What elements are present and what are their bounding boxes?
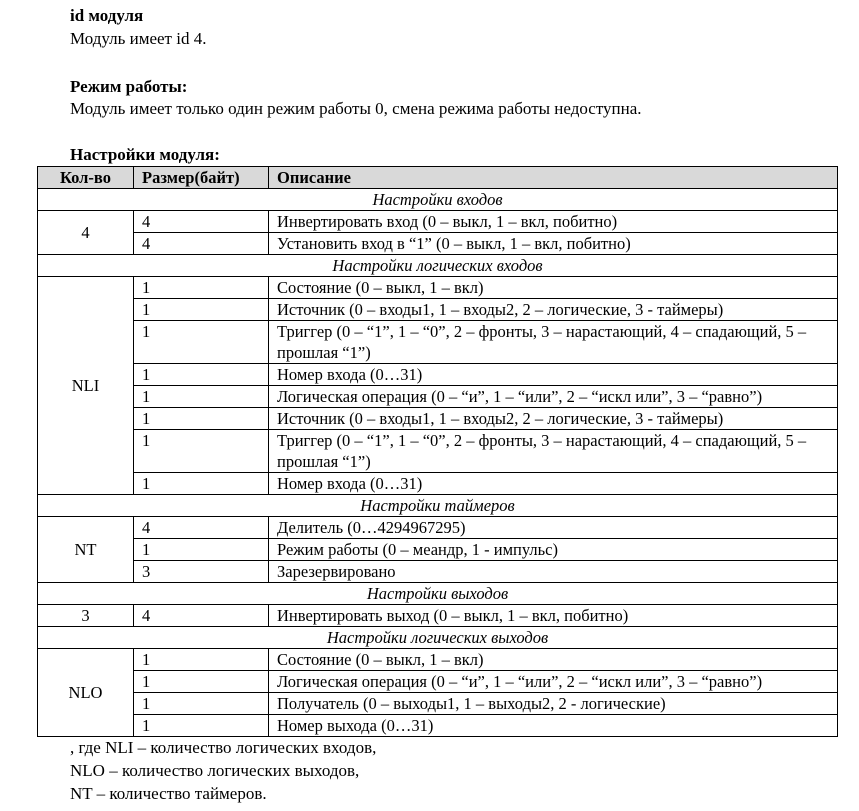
description-cell: Источник (0 – входы1, 1 – входы2, 2 – логические, 3 - таймеры) [269, 299, 838, 321]
id-text: Модуль имеет id 4. [70, 29, 207, 48]
description-cell: Триггер (0 – “1”, 1 – “0”, 2 – фронты, 3 – нарастающий, 4 – спадающий, 5 – прошлая “1”) [269, 321, 838, 364]
size-cell: 3 [134, 561, 269, 583]
table-row [38, 561, 838, 583]
size-cell: 4 [134, 517, 269, 539]
footnote-nt: NT – количество таймеров. [70, 784, 267, 803]
description-cell: Номер выхода (0…31) [269, 715, 838, 737]
footnote-nli: , где NLI – количество логических входов, [70, 738, 377, 757]
table-row [38, 386, 838, 408]
table-row [38, 715, 838, 737]
section-row [38, 627, 838, 649]
table-row [38, 408, 838, 430]
section-title: Настройки входов [38, 189, 838, 211]
section-title: Настройки логических входов [38, 255, 838, 277]
settings-heading: Настройки модуля: [70, 145, 220, 164]
header-description: Описание [269, 167, 838, 189]
size-cell: 1 [134, 671, 269, 693]
qty-cell: NT [38, 517, 134, 583]
size-cell: 1 [134, 693, 269, 715]
size-cell: 4 [134, 605, 269, 627]
description-cell: Инвертировать вход (0 – выкл, 1 – вкл, побитно) [269, 211, 838, 233]
table-body [38, 189, 838, 737]
size-cell: 4 [134, 233, 269, 255]
size-cell: 1 [134, 299, 269, 321]
section-row [38, 189, 838, 211]
size-cell: 1 [134, 473, 269, 495]
table-row [38, 430, 838, 473]
description-cell: Режим работы (0 – меандр, 1 - импульс) [269, 539, 838, 561]
table-row [38, 233, 838, 255]
section-title: Настройки выходов [38, 583, 838, 605]
size-cell: 4 [134, 211, 269, 233]
mode-heading: Режим работы: [70, 77, 188, 96]
description-cell: Триггер (0 – “1”, 1 – “0”, 2 – фронты, 3 – нарастающий, 4 – спадающий, 5 – прошлая “1”) [269, 430, 838, 473]
description-cell: Установить вход в “1” (0 – выкл, 1 – вкл, побитно) [269, 233, 838, 255]
section-row [38, 583, 838, 605]
description-cell: Номер входа (0…31) [269, 364, 838, 386]
table-row [38, 693, 838, 715]
section-row [38, 255, 838, 277]
table-row [38, 517, 838, 539]
table-row [38, 605, 838, 627]
size-cell: 1 [134, 364, 269, 386]
table-row [38, 321, 838, 364]
size-cell: 1 [134, 408, 269, 430]
description-cell: Номер входа (0…31) [269, 473, 838, 495]
mode-text: Модуль имеет только один режим работы 0, смена режима работы недоступна. [70, 99, 642, 118]
table-row [38, 364, 838, 386]
qty-cell: 3 [38, 605, 134, 627]
description-cell: Получатель (0 – выходы1, 1 – выходы2, 2 - логические) [269, 693, 838, 715]
table-row [38, 211, 838, 233]
description-cell: Состояние (0 – выкл, 1 – вкл) [269, 649, 838, 671]
table-row [38, 277, 838, 299]
description-cell: Делитель (0…4294967295) [269, 517, 838, 539]
description-cell: Логическая операция (0 – “и”, 1 – “или”, 2 – “искл или”, 3 – “равно”) [269, 386, 838, 408]
header-qty: Кол-во [38, 167, 134, 189]
size-cell: 1 [134, 715, 269, 737]
section-title: Настройки таймеров [38, 495, 838, 517]
size-cell: 1 [134, 430, 269, 473]
size-cell: 1 [134, 386, 269, 408]
header-size: Размер(байт) [134, 167, 269, 189]
section-row [38, 495, 838, 517]
table-row [38, 539, 838, 561]
description-cell: Логическая операция (0 – “и”, 1 – “или”, 2 – “искл или”, 3 – “равно”) [269, 671, 838, 693]
settings-table [37, 166, 838, 737]
table-row [38, 473, 838, 495]
footnote-nlo: NLO – количество логических выходов, [70, 761, 360, 780]
size-cell: 1 [134, 649, 269, 671]
description-cell: Источник (0 – входы1, 1 – входы2, 2 – логические, 3 - таймеры) [269, 408, 838, 430]
size-cell: 1 [134, 277, 269, 299]
qty-cell: NLI [38, 277, 134, 495]
table-header-row [38, 167, 838, 189]
id-heading: id модуля [70, 6, 144, 25]
size-cell: 1 [134, 539, 269, 561]
description-cell: Зарезервировано [269, 561, 838, 583]
size-cell: 1 [134, 321, 269, 364]
table-row [38, 671, 838, 693]
description-cell: Инвертировать выход (0 – выкл, 1 – вкл, побитно) [269, 605, 838, 627]
qty-cell: NLO [38, 649, 134, 737]
table-row [38, 649, 838, 671]
description-cell: Состояние (0 – выкл, 1 – вкл) [269, 277, 838, 299]
table-row [38, 299, 838, 321]
qty-cell: 4 [38, 211, 134, 255]
section-title: Настройки логических выходов [38, 627, 838, 649]
